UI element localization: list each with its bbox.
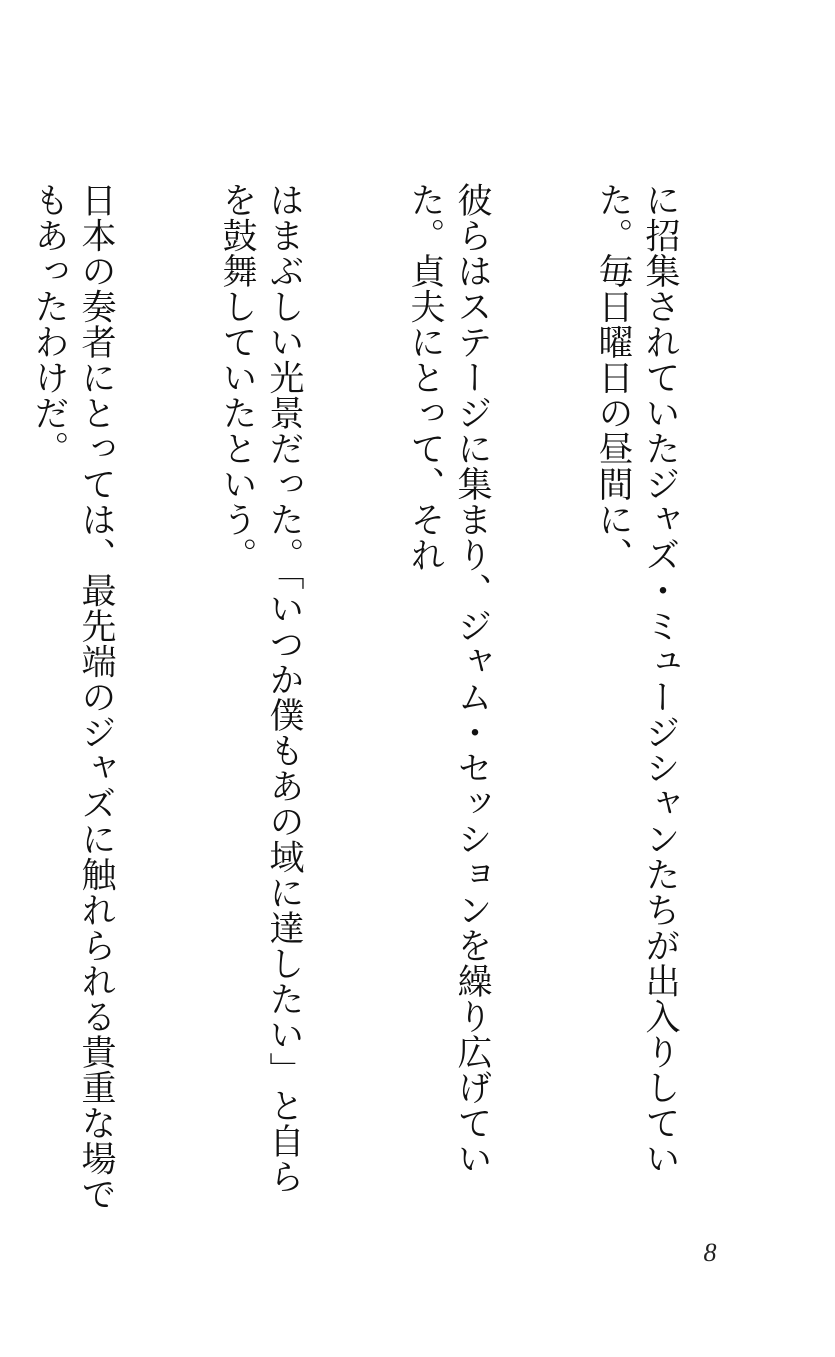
text-line: はまぶしい光景だった。「いつか僕もあの域に達したい」と自らを鼓舞していたという。 (217, 182, 304, 1194)
text-line: 彼らはステージに集まり、ジャム・セッションを繰り広げていた。貞夫にとって、それ (405, 182, 492, 1176)
text-line: 日本の奏者にとっては、最先端のジャズに触れられる貴重な場でもあったわけだ。 (29, 182, 116, 1212)
text-line: に招集されていたジャズ・ミュージシャンたちが出入りしていた。毎日曜日の昼間に、 (593, 182, 680, 1176)
page-number: 8 (703, 1238, 717, 1267)
vertical-text-body (29, 182, 777, 1222)
